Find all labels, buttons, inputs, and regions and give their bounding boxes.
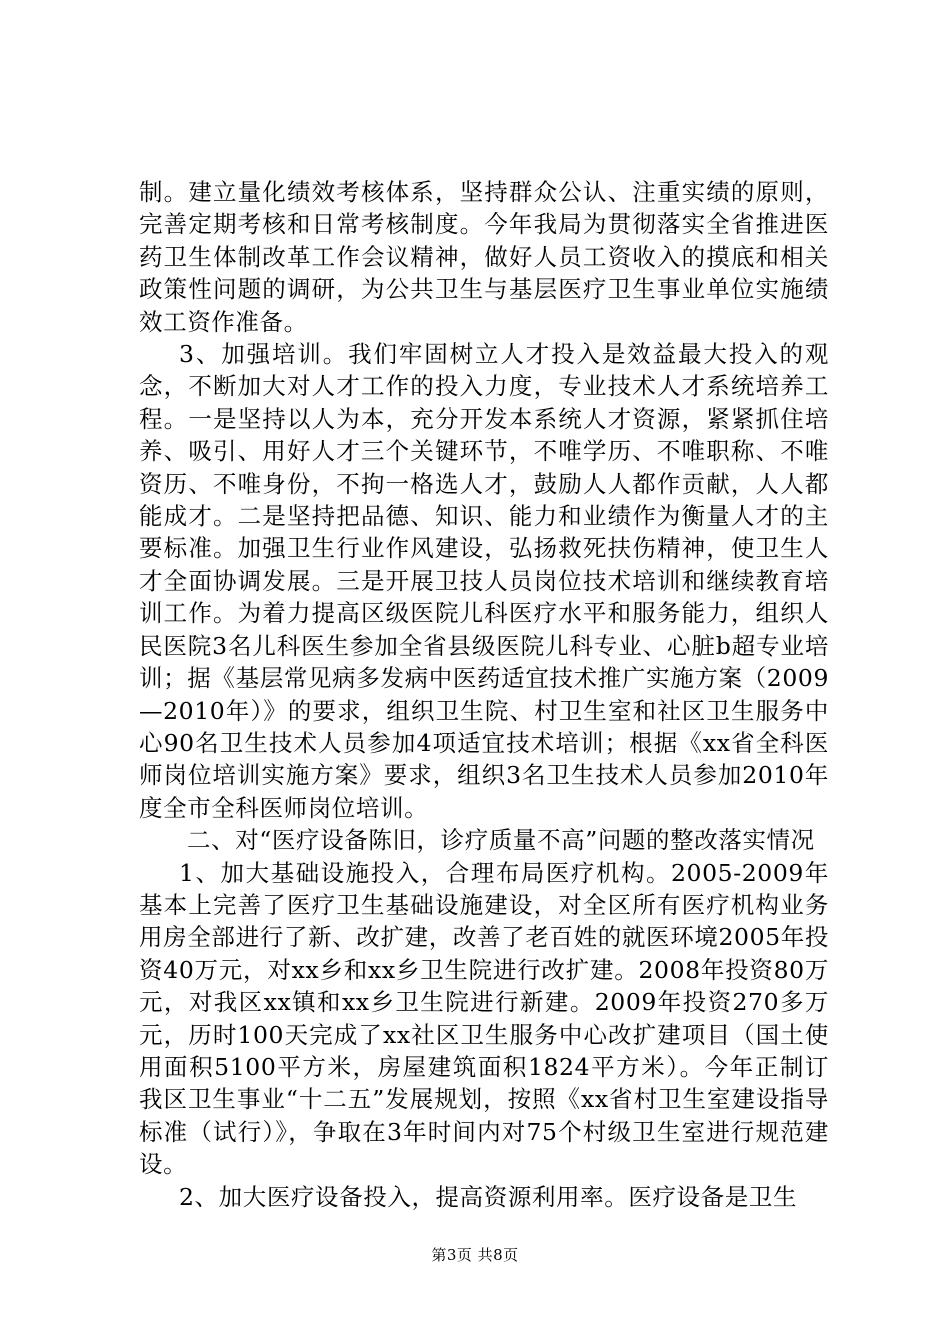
paragraph-training: 3、加强培训。我们牢固树立人才投入是效益最大投入的观念，不断加大对人才工作的投入力度，专业技术人才系统培养工程。一是坚持以人为本，充分开发本系统人才资源，紧紧抓住培养、吸引、用好人才三个关键环节，不唯学历、不唯职称、不唯资历、不唯身份，不拘一格选人才，鼓励人人都作贡献，人人都能成才。二是坚持把品德、知识、能力和业绩作为衡量人才的主要标准。加强卫生行业作风建设，弘扬救死扶伤精神，使卫生人才全面协调发展。三是开展卫技人员岗位技术培训和继续教育培训工作。为着力提高区级医院儿科医疗水平和服务能力，组织人民医院3名儿科医生参加全省县级医院儿科专业、心脏b超专业培训；据《基层常见病多发病中医药适宜技术推广实施方案（2009—2010年）》的要求，组织卫生院、村卫生室和社区卫生服务中心90名卫生技术人员参加4项适宜技术培训；根据《xx省全科医师岗位培训实施方案》要求，组织3名卫生技术人员参加2010年度全市全科医师岗位培训。 bbox=[139, 340, 829, 822]
paragraph-equipment-investment: 2、加大医疗设备投入，提高资源利用率。医疗设备是卫生 bbox=[179, 1182, 798, 1211]
paragraph-infrastructure: 1、加大基础设施投入，合理布局医疗机构。2005-2009年基本上完善了医疗卫生基础设施建设，对全区所有医疗机构业务用房全部进行了新、改扩建，改善了老百姓的就医环境2005年投资40万元，对xx乡和xx乡卫生院进行改扩建。2008年投资80万元，对我区xx镇和xx乡卫生院进行新建。2009年投资270多万元，历时100天完成了xx社区卫生服务中心改扩建项目（国土使用面积5100平方米，房屋建筑面积1824平方米）。今年正制订我区卫生事业“十二五”发展规划，按照《xx省村卫生室建设指导标准（试行）》，争取在3年时间内对75个村级卫生室进行规范建设。 bbox=[139, 858, 829, 1179]
page-number-footer: 第3页 共8页 bbox=[431, 1246, 519, 1264]
body-text bbox=[139, 176, 829, 1213]
paragraph-performance-review: 制。建立量化绩效考核体系，坚持群众公认、注重实绩的原则，完善定期考核和日常考核制度。今年我局为贯彻落实全省推进医药卫生体制改革工作会议精神，做好人员工资收入的摸底和相关政策性问题的调研，为公共卫生与基层医疗卫生事业单位实施绩效工资作准备。 bbox=[139, 178, 829, 336]
section-heading-equipment: 二、对“医疗设备陈旧，诊疗质量不高”问题的整改落实情况 bbox=[187, 826, 815, 855]
